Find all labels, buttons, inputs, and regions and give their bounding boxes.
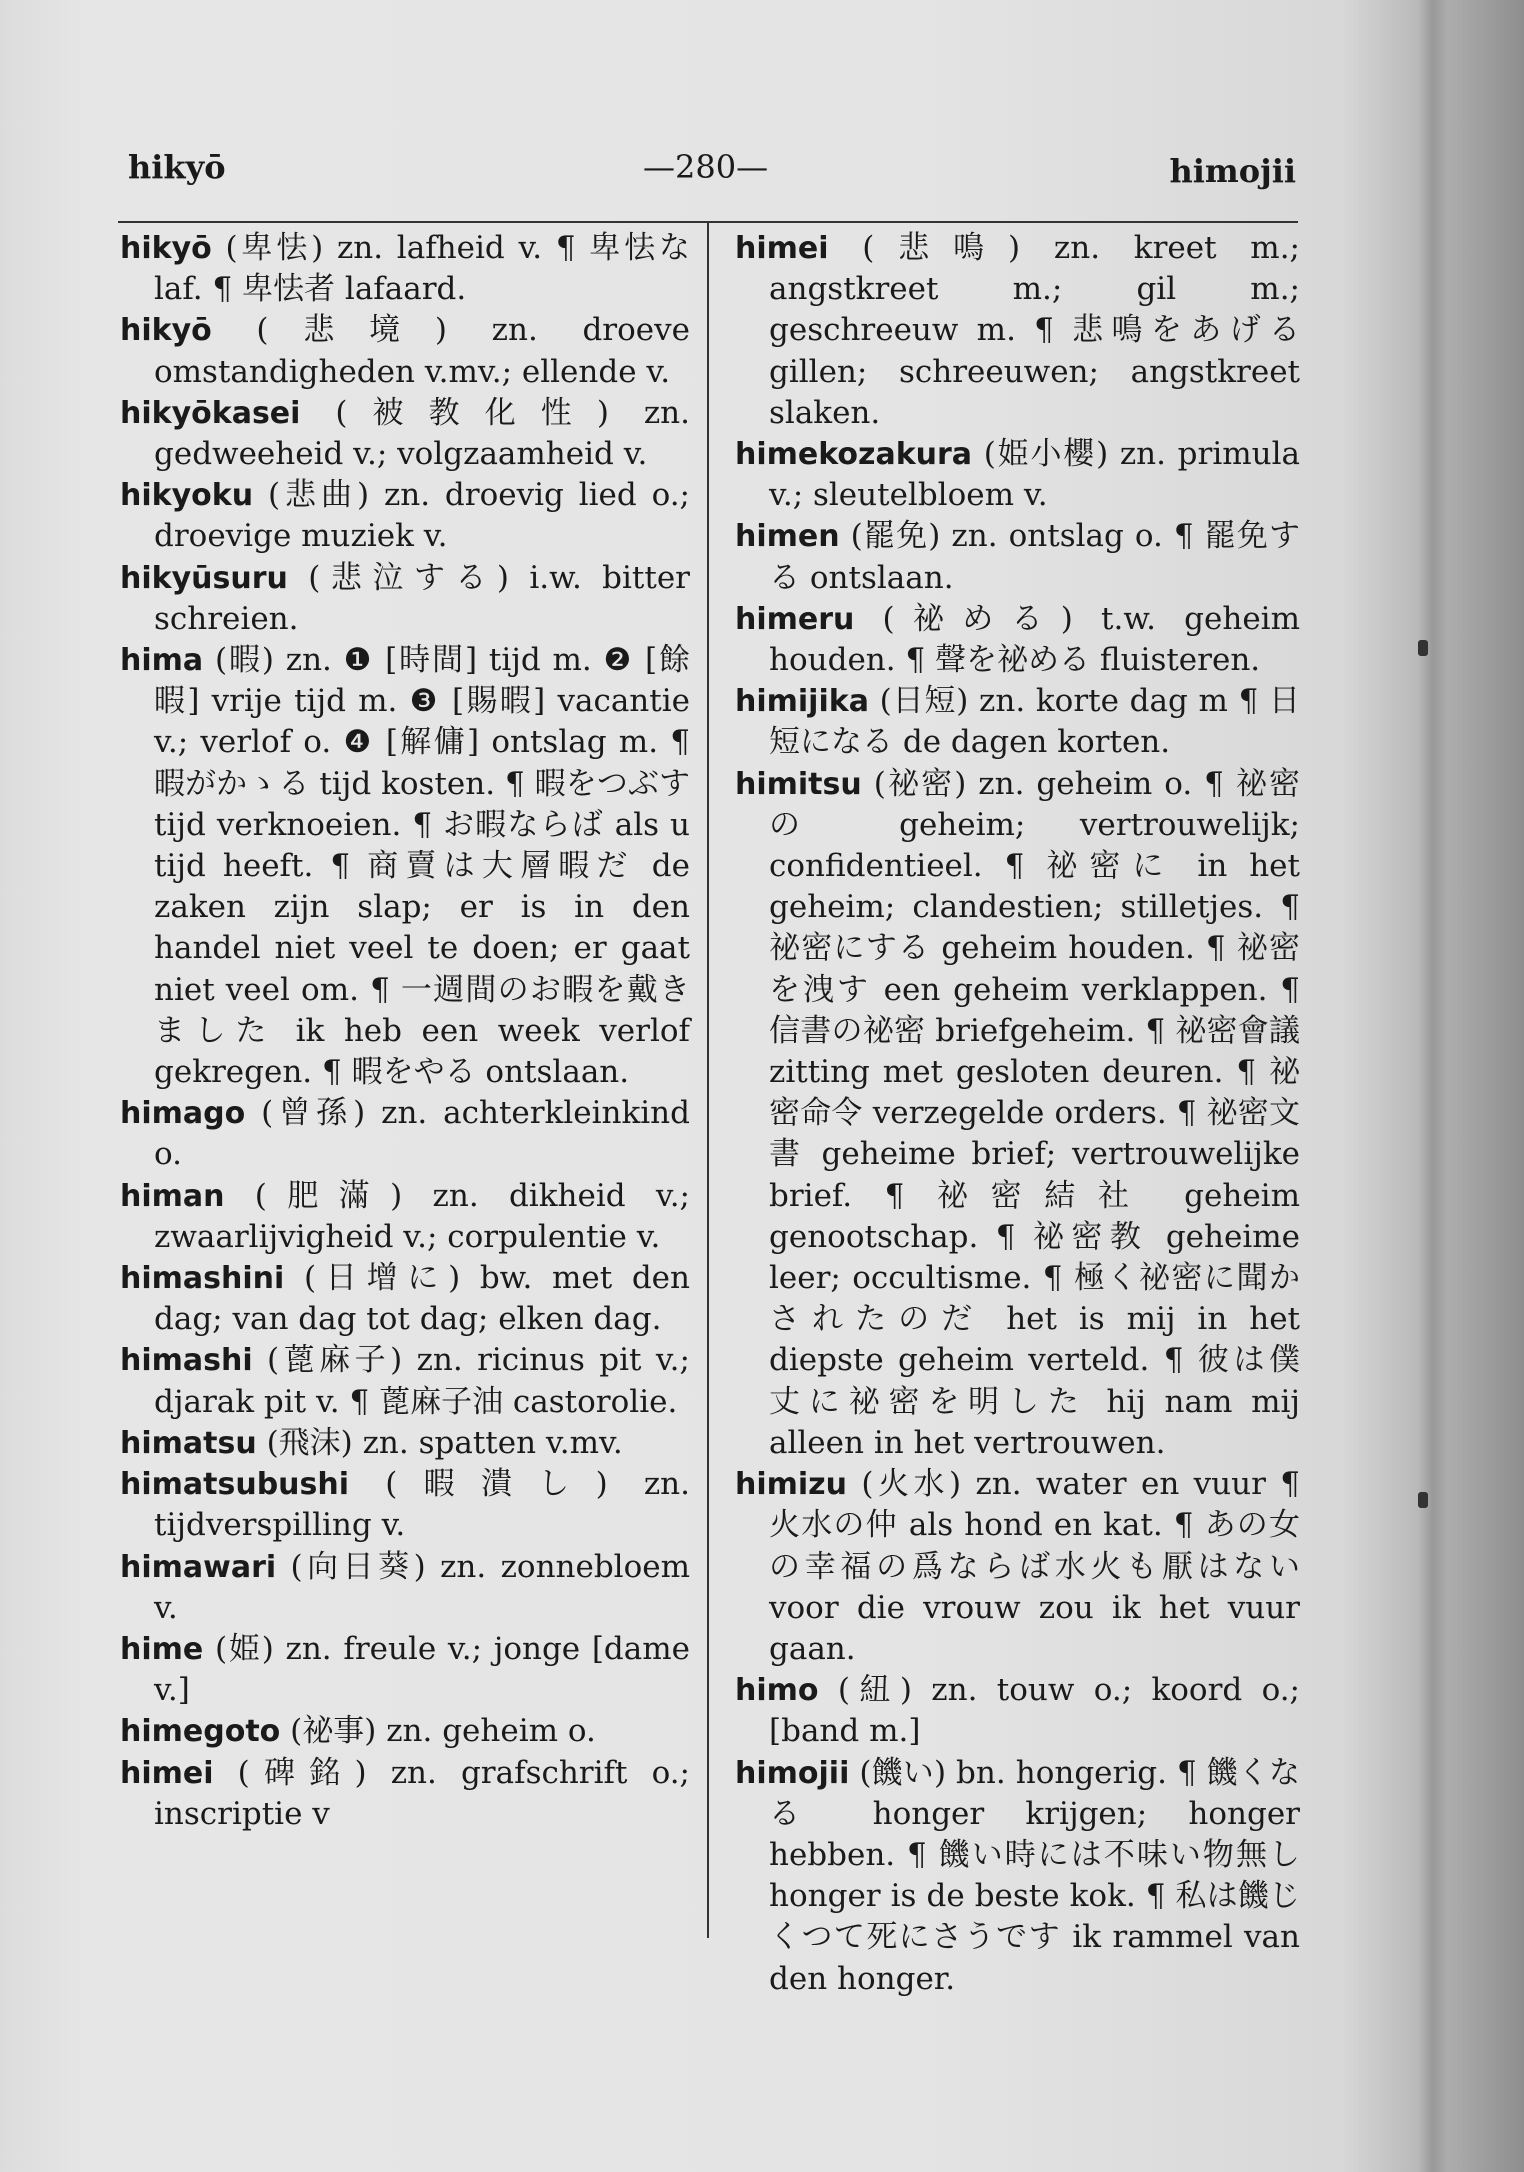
entry-headword: himago xyxy=(120,1096,246,1132)
dictionary-entry xyxy=(120,393,690,475)
entry-headword: himashini xyxy=(120,1261,285,1297)
entry-text: (祕密) zn. geheim o. ¶ 祕密の geheim; vertrouwelijk; confidentieel. ¶ 祕密に in het geheim; clandestien; stilletjes. ¶ 祕密にする geheim houden. ¶ 祕密を洩す een geheim verklappen. ¶ 信書の祕密 briefgeheim. ¶ 祕密會議 zitting met gesloten deuren. ¶ 祕密命令 verzegelde orders. ¶ 祕密文書 geheime brief; vertrouwelijke brief. ¶ 祕密結社 geheim genootschap. ¶ 祕密教 geheime leer; occultisme. ¶ 極く祕密に聞かされたのだ het is mij in het diepste geheim verteld. ¶ 彼は僕丈に祕密を明した hij nam mij alleen in het vertrouwen. xyxy=(769,765,1300,1461)
dictionary-entry xyxy=(120,1547,690,1629)
entry-headword: hikyoku xyxy=(120,478,254,514)
entry-headword: himawari xyxy=(120,1549,277,1585)
entry-text: (卑怯) zn. lafheid v. ¶ 卑怯な laf. ¶ 卑怯者 lafaard. xyxy=(154,230,690,308)
binding-stitch xyxy=(1418,1492,1428,1508)
dictionary-entry xyxy=(120,1629,690,1711)
dictionary-entry xyxy=(120,228,690,310)
dictionary-entry xyxy=(735,1753,1300,2000)
entry-text: (暇潰し) zn. tijdverspilling v. xyxy=(154,1466,690,1544)
entry-text: (姫) zn. freule v.; jonge [dame v.] xyxy=(154,1630,691,1709)
left-column xyxy=(120,228,690,1835)
entry-headword: himeru xyxy=(735,601,855,637)
entry-text: (曾孫) zn. achterkleinkind o. xyxy=(154,1095,690,1173)
entry-headword: himojii xyxy=(735,1755,850,1791)
binding-stitch xyxy=(1418,640,1428,656)
dictionary-entry xyxy=(120,1093,690,1175)
entry-headword: himen xyxy=(735,519,840,555)
entry-headword: himatsubushi xyxy=(120,1467,350,1503)
entry-headword: himashi xyxy=(120,1343,253,1379)
dictionary-entry xyxy=(735,434,1300,516)
entry-headword: hikyō xyxy=(120,231,212,266)
entry-text: (碑銘) zn. grafschrift o.; inscriptie v xyxy=(154,1754,690,1832)
entry-text: (饑い) bn. hongerig. ¶ 饑くなる honger krijgen; honger hebben. ¶ 饑い時には不味い物無し honger is de beste kok. ¶ 私は饑じくつて死にさうです ik rammel van den honger. xyxy=(769,1754,1300,1997)
entry-headword: hikyūsuru xyxy=(120,560,288,596)
page-binding xyxy=(1418,0,1448,2172)
entry-text: (悲曲) zn. droevig lied o.; droevige muziek v. xyxy=(154,477,691,555)
entry-headword: himo xyxy=(735,1673,819,1709)
dictionary-entry xyxy=(735,516,1300,598)
entry-text: (被教化性) zn. gedweeheid v.; volgzaamheid v. xyxy=(154,394,690,473)
dictionary-entry xyxy=(120,1423,690,1464)
entry-headword: hime xyxy=(120,1631,204,1667)
entry-text: (火水) zn. water en vuur ¶ 火水の仲 als hond en kat. ¶ あの女の幸福の爲ならば水火も厭はない voor die vrouw zou ik het vuur gaan. xyxy=(769,1466,1301,1667)
dictionary-entry xyxy=(735,1464,1300,1670)
dictionary-entry xyxy=(120,1711,690,1752)
dictionary-entry xyxy=(120,558,690,640)
entry-headword: hikyōkasei xyxy=(120,395,301,431)
page-header xyxy=(128,148,1296,192)
entry-text: (祕める) t.w. geheim houden. ¶ 聲を祕める fluisteren. xyxy=(769,600,1300,679)
entry-text: (罷免) zn. ontslag o. ¶ 罷免する ontslaan. xyxy=(769,518,1301,596)
entry-headword: hikyō xyxy=(120,313,212,349)
dictionary-entry xyxy=(735,681,1300,763)
entry-headword: himatsu xyxy=(120,1425,257,1461)
entry-text: (飛沫) zn. spatten v.mv. xyxy=(266,1424,623,1461)
entry-text: (姫小櫻) zn. primula v.; sleutelbloem v. xyxy=(769,436,1300,514)
dictionary-entry xyxy=(120,475,690,557)
entry-text: (悲鳴) zn. kreet m.; angstkreet m.; gil m.; geschreeuw m. ¶ 悲鳴をあげる gillen; schreeuwen; angstkreet slaken. xyxy=(769,230,1300,431)
entry-headword: himitsu xyxy=(735,766,862,802)
entry-headword: himekozakura xyxy=(735,437,973,473)
dictionary-entry xyxy=(735,599,1300,681)
entry-headword: hima xyxy=(120,643,204,679)
entry-headword: himei xyxy=(120,1755,214,1791)
entry-headword: himizu xyxy=(735,1467,848,1503)
right-column xyxy=(735,228,1300,2000)
entry-headword: himan xyxy=(120,1178,225,1214)
entry-text: (悲泣する) i.w. bitter schreien. xyxy=(154,559,691,637)
dictionary-entry xyxy=(735,1670,1300,1752)
entry-headword: himegoto xyxy=(120,1714,281,1750)
entry-text: (肥滿) zn. dikheid v.; zwaarlijvigheid v.; corpulentie v. xyxy=(154,1177,690,1255)
dictionary-entry xyxy=(120,1753,690,1835)
entry-text: (日短) zn. korte dag m ¶ 日短になる de dagen korten. xyxy=(769,683,1301,761)
column-divider xyxy=(707,222,709,1938)
dictionary-entry xyxy=(120,640,690,1093)
entry-text: (紐) zn. touw o.; koord o.; [band m.] xyxy=(769,1672,1300,1750)
header-last-word: himojii xyxy=(1169,152,1296,190)
dictionary-entry xyxy=(120,1258,690,1340)
dictionary-entry xyxy=(120,1340,690,1422)
header-first-word: hikyō xyxy=(128,148,226,186)
entry-text: (向日葵) zn. zonnebloem v. xyxy=(154,1548,691,1626)
entry-headword: himei xyxy=(735,231,829,266)
entry-text: (悲境) zn. droeve omstandigheden v.mv.; ellende v. xyxy=(154,312,690,390)
dictionary-entry xyxy=(120,1464,690,1546)
dictionary-entry xyxy=(735,228,1300,434)
entry-text: (暇) zn. ❶ [時間] tijd m. ❷ [餘暇] vrije tijd m. ❸ [賜暇] vacantie v.; verlof o. ❹ [解傭] ontslag m. ¶ 暇がかゝる tijd kosten. ¶ 暇をつぶす tijd verknoeien. ¶ お暇ならば als u tijd heeft. ¶ 商賣は大層暇だ de zaken zijn slap; er is in den handel niet veel te doen; er gaat niet veel om. ¶ 一週間のお暇を戴きました ik heb een week verlof gekregen. ¶ 暇をやる ontslaan. xyxy=(154,642,690,1091)
page-number: —280— xyxy=(643,148,769,186)
entry-headword: himijika xyxy=(735,684,869,720)
dictionary-entry xyxy=(735,764,1300,1464)
dictionary-entry xyxy=(120,1176,690,1258)
entry-text: (日增に) bw. met den dag; van dag tot dag; elken dag. xyxy=(154,1260,690,1338)
entry-text: (蓖麻子) zn. ricinus pit v.; djarak pit v. ¶ 蓖麻子油 castorolie. xyxy=(154,1342,690,1420)
dictionary-entry xyxy=(120,310,690,392)
entry-text: (祕事) zn. geheim o. xyxy=(290,1713,596,1750)
